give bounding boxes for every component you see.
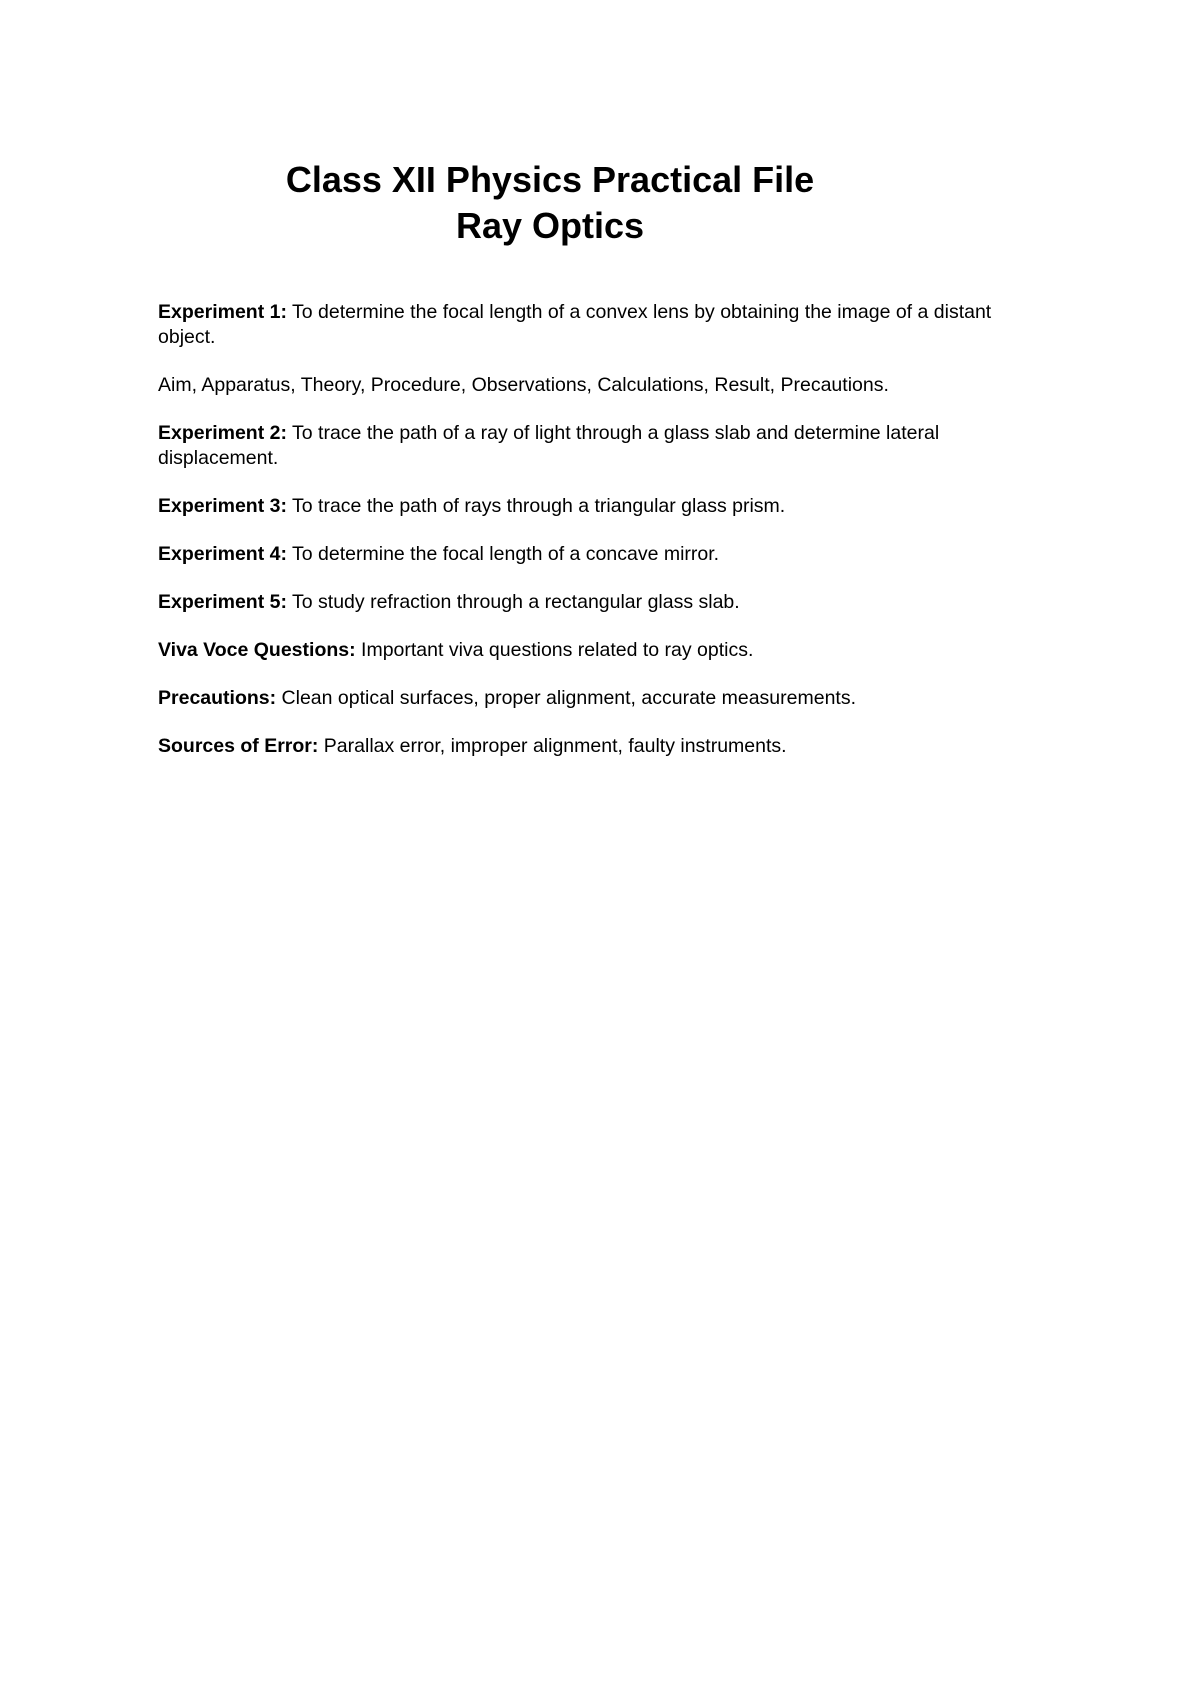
experiment-3-paragraph (158, 494, 1038, 519)
sources-of-error-paragraph (158, 734, 1038, 759)
document-title: Class XII Physics Practical File (285, 159, 815, 200)
experiment-4-label: Experiment 4: (158, 543, 287, 565)
experiment-4-paragraph (158, 542, 1038, 567)
experiment-5-text: To study refraction through a rectangular glass slab. (286, 591, 740, 613)
viva-voce-label: Viva Voce Questions: (158, 639, 356, 661)
experiment-3-text: To trace the path of rays through a triangular glass prism. (286, 495, 786, 517)
experiment-1-structure-text: Aim, Apparatus, Theory, Procedure, Observations, Calculations, Result, Precautions. (158, 374, 889, 396)
experiment-2-paragraph (158, 421, 1038, 471)
experiment-1-text: To determine the focal length of a convex lens by obtaining the image of a distant object. (158, 301, 992, 348)
sources-of-error-label: Sources of Error: (158, 735, 319, 757)
experiment-1-paragraph (158, 300, 1038, 350)
experiment-1-structure-paragraph (158, 373, 1038, 398)
viva-voce-paragraph (158, 638, 1038, 663)
sources-of-error-text: Parallax error, improper alignment, faulty instruments. (318, 735, 787, 757)
title-block (0, 157, 1100, 249)
precautions-label: Precautions: (158, 687, 277, 709)
document-body (158, 300, 1038, 782)
experiment-1-label: Experiment 1: (158, 301, 287, 323)
experiment-2-label: Experiment 2: (158, 422, 287, 444)
experiment-3-label: Experiment 3: (158, 495, 287, 517)
precautions-text: Clean optical surfaces, proper alignment, accurate measurements. (276, 687, 856, 709)
experiment-4-text: To determine the focal length of a concave mirror. (286, 543, 720, 565)
experiment-5-paragraph (158, 590, 1038, 615)
experiment-5-label: Experiment 5: (158, 591, 287, 613)
document-subtitle: Ray Optics (455, 205, 645, 246)
experiment-2-text: To trace the path of a ray of light through a glass slab and determine lateral displacement. (158, 422, 940, 469)
viva-voce-text: Important viva questions related to ray optics. (355, 639, 754, 661)
precautions-paragraph (158, 686, 1038, 711)
